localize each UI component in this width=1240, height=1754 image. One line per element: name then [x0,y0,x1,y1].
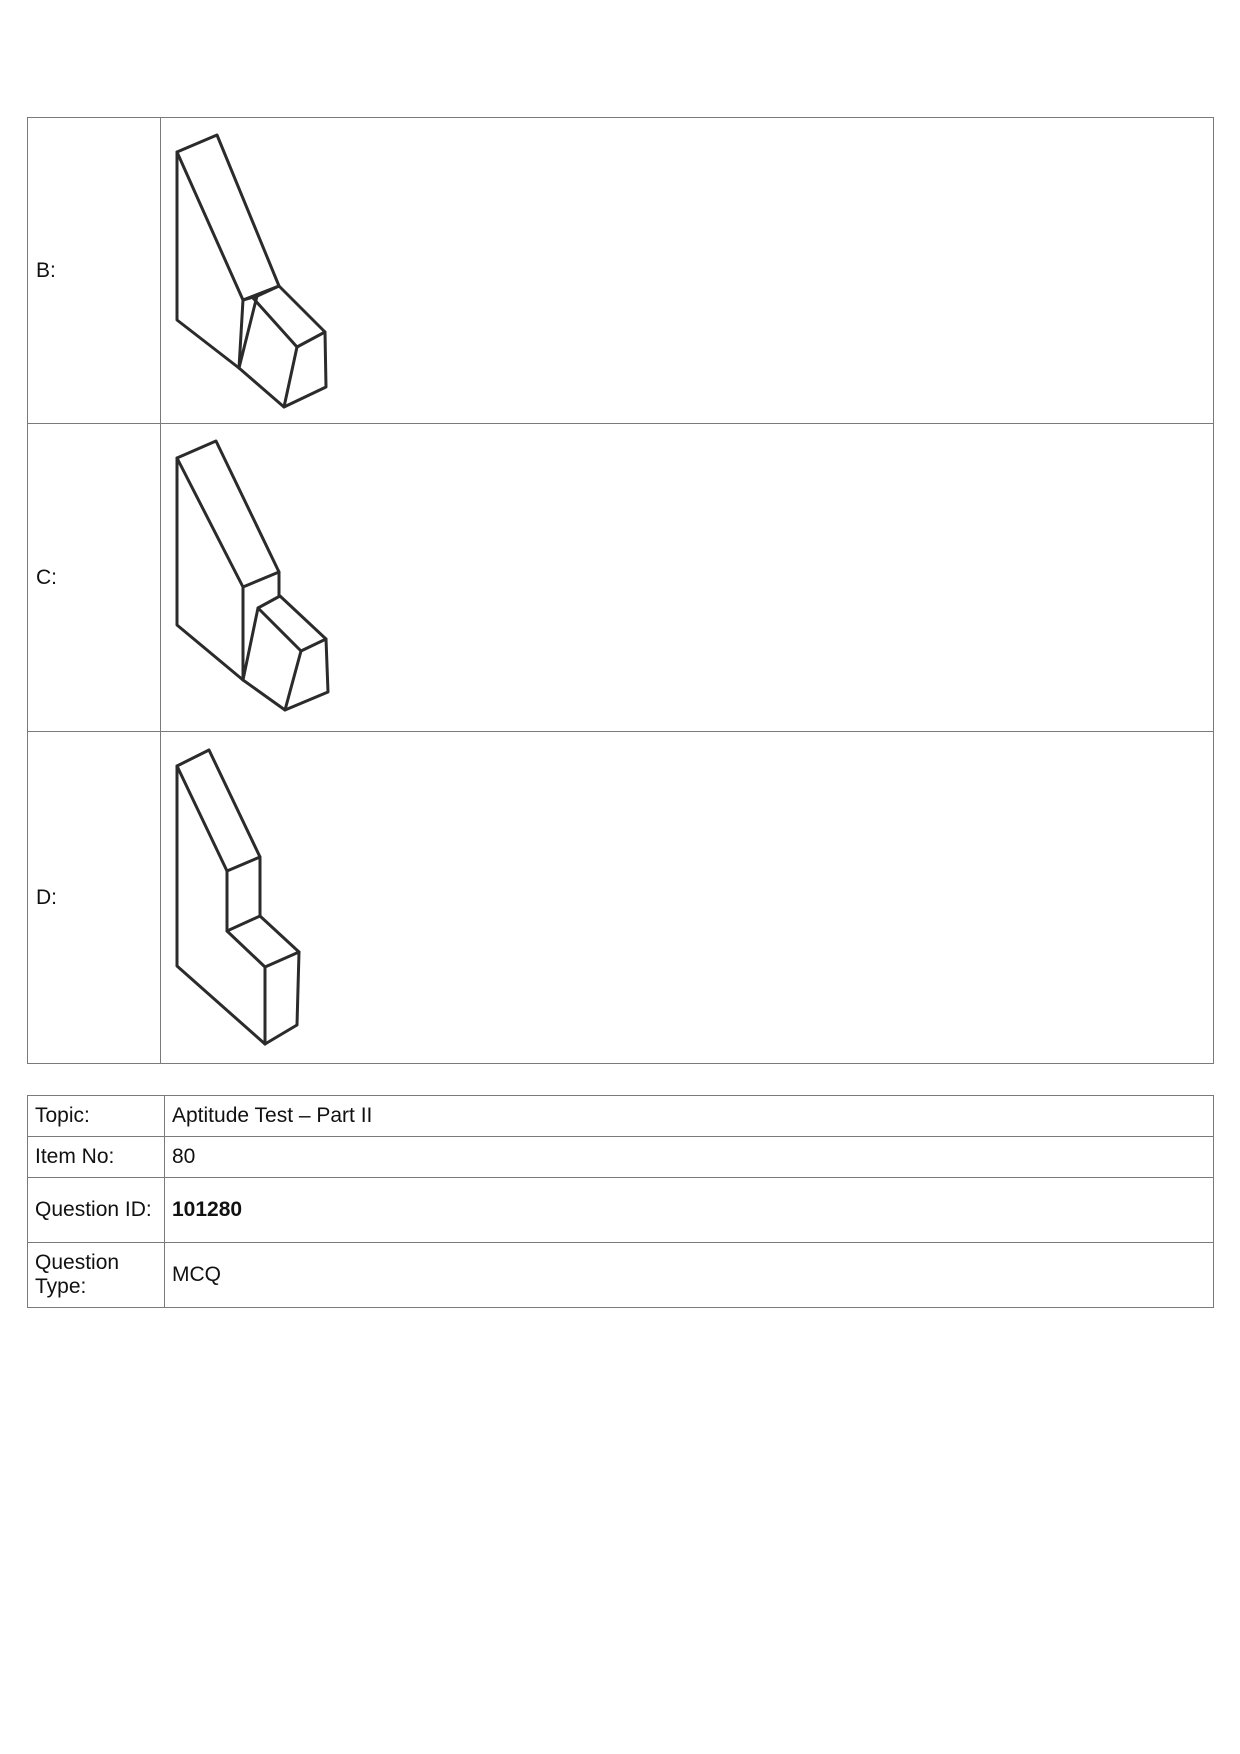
item-no-value: 80 [165,1137,1214,1178]
meta-row-topic [28,1096,1214,1137]
solid-figure-b-icon [161,118,361,423]
question-meta-table [27,1095,1214,1308]
option-figure-c [161,424,1214,732]
option-row-b [28,118,1214,424]
option-label-b: B: [28,118,161,424]
question-type-key: Question Type: [28,1243,165,1308]
meta-row-item-no [28,1137,1214,1178]
question-id-key: Question ID: [28,1178,165,1243]
question-id-value: 101280 [165,1178,1214,1243]
item-no-key: Item No: [28,1137,165,1178]
solid-figure-d-icon [161,732,361,1063]
meta-row-question-id [28,1178,1214,1243]
topic-value: Aptitude Test – Part II [165,1096,1214,1137]
topic-key: Topic: [28,1096,165,1137]
option-label-c: C: [28,424,161,732]
options-table [27,117,1214,1064]
option-label-d: D: [28,732,161,1064]
option-figure-d [161,732,1214,1064]
solid-figure-c-icon [161,424,361,731]
option-row-c [28,424,1214,732]
meta-row-question-type [28,1243,1214,1308]
question-type-value: MCQ [165,1243,1214,1308]
option-row-d [28,732,1214,1064]
option-figure-b [161,118,1214,424]
